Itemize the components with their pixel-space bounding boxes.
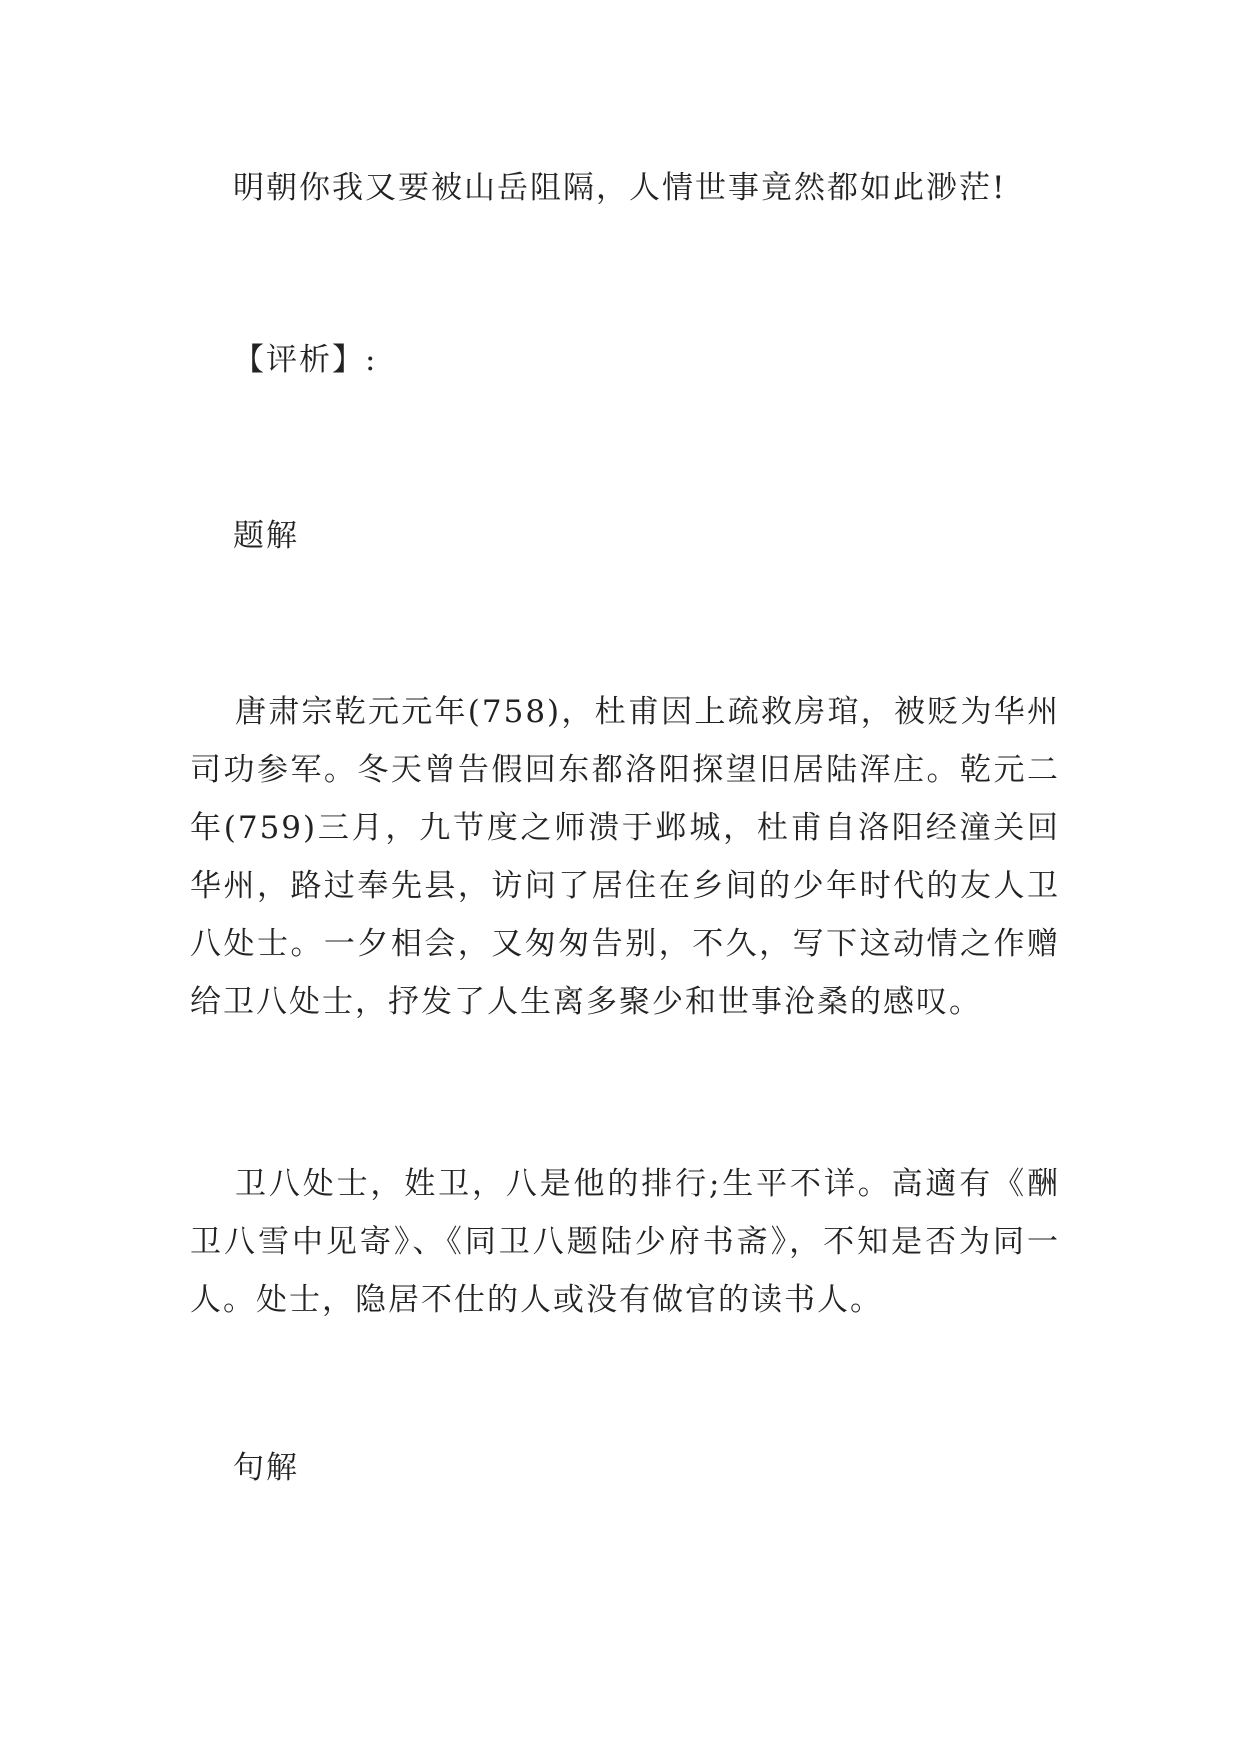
- paragraph-background: 唐肃宗乾元元年(758)，杜甫因上疏救房琯，被贬为华州司功参军。冬天曾告假回东都洛阳探望旧居陆浑庄。乾元二年(759)三月，九节度之师溃于邺城，杜甫自洛阳经潼关回华州，路过奉先县，访问了居住在乡间的少年时代的友人卫八处士。一夕相会，又匆匆告别，不久，写下这动情之作赠给卫八处士，抒发了人生离多聚少和世事沧桑的感叹。: [190, 694, 1060, 1020]
- heading-sentence-explain: 句解: [233, 1450, 299, 1486]
- heading-title-explain: 题解: [233, 518, 299, 554]
- paragraph-person-note: 卫八处士，姓卫，八是他的排行;生平不详。高適有《酬卫八雪中见寄》、《同卫八题陆少府书斋》，不知是否为同一人。处士，隐居不仕的人或没有做官的读书人。: [190, 1166, 1060, 1318]
- heading-analysis: 【评析】:: [233, 342, 378, 378]
- text-line-translation: 明朝你我又要被山岳阻隔，人情世事竟然都如此渺茫!: [233, 170, 1007, 206]
